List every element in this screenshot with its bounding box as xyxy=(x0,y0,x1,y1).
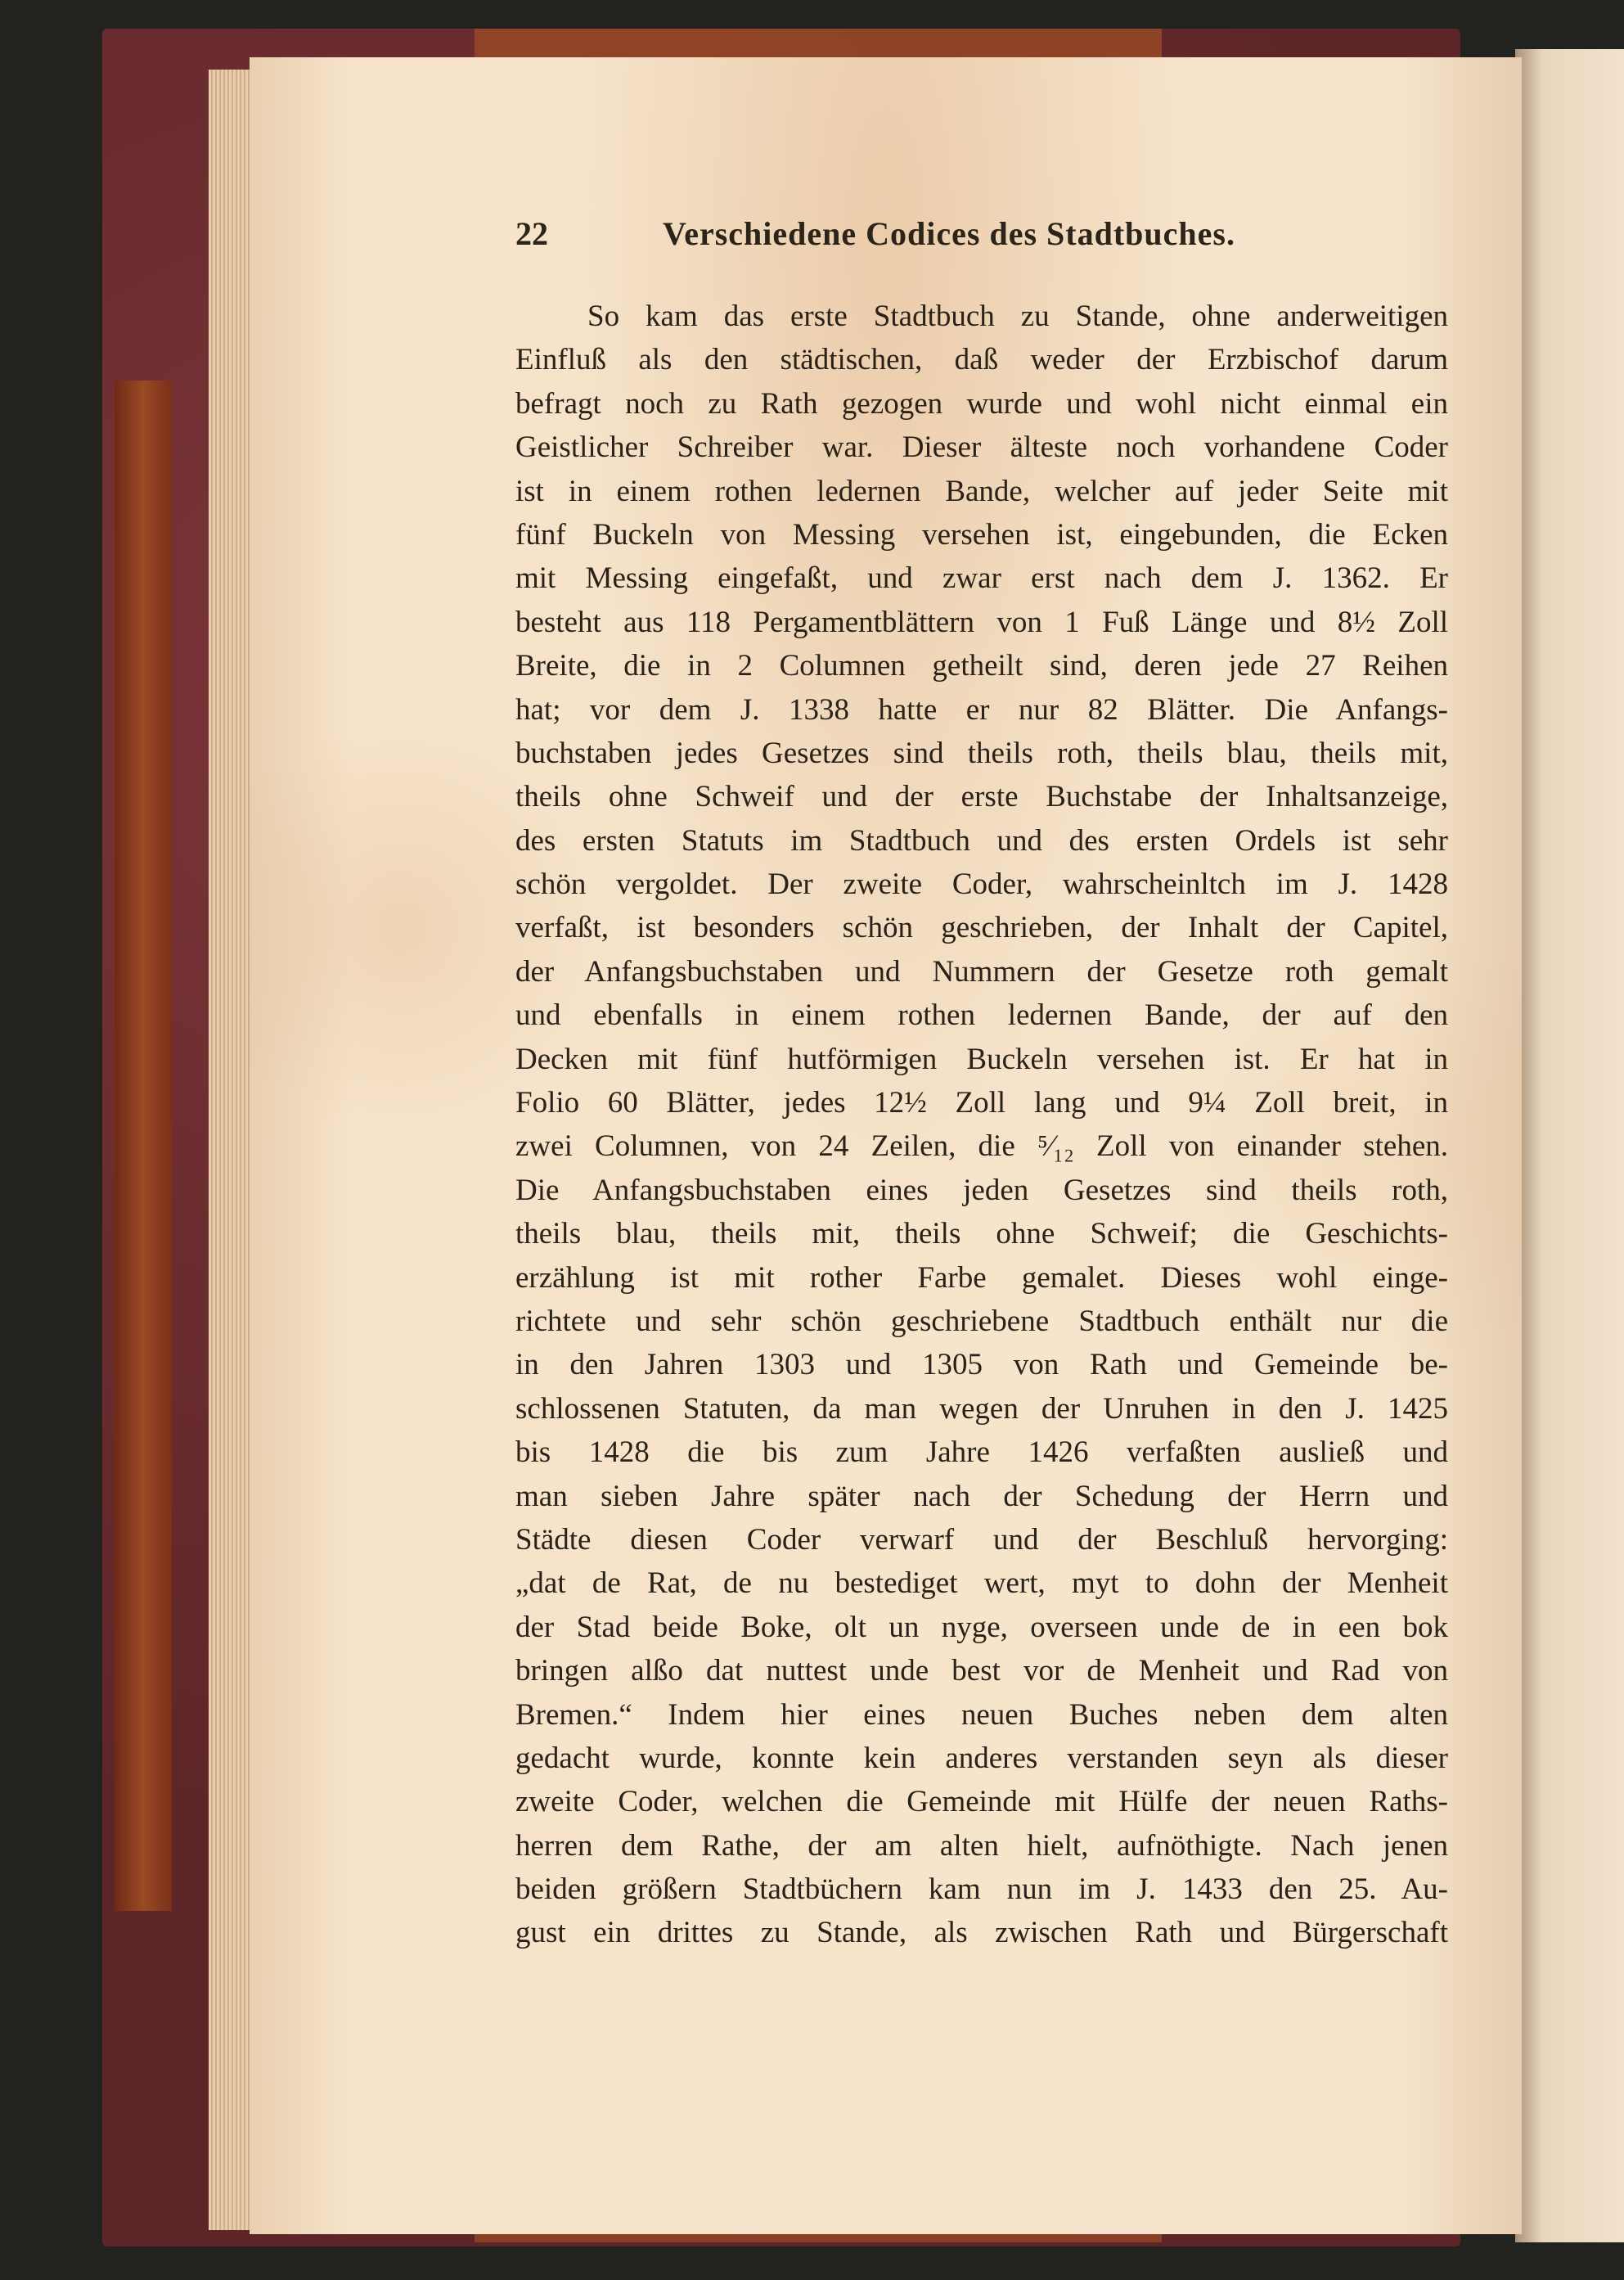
facing-page xyxy=(1515,49,1624,2242)
text-line: Städte diesen Coder verwarf und der Beschluß hervorging: xyxy=(515,1522,1448,1557)
body-text xyxy=(515,295,1448,1955)
text-line: schön vergoldet. Der zweite Coder, wahrscheinltch im J. 1428 xyxy=(515,867,1448,902)
running-title: Verschiedene Codices des Stadtbuches. xyxy=(663,215,1235,252)
text-line: Breite, die in 2 Columnen getheilt sind, deren jede 27 Reihen xyxy=(515,649,1448,683)
text-line: Einfluß als den städtischen, daß weder der Erzbischof darum xyxy=(515,343,1448,377)
text-line: zweite Coder, welchen die Gemeinde mit Hülfe der neuen Raths- xyxy=(515,1785,1448,1819)
text-line: beiden größern Stadtbüchern kam nun im J. 1433 den 25. Au- xyxy=(515,1872,1448,1907)
text-line: ist in einem rothen ledernen Bande, welcher auf jeder Seite mit xyxy=(515,474,1448,508)
text-line: Die Anfangsbuchstaben eines jeden Gesetzes sind theils roth, xyxy=(515,1173,1448,1207)
text-line: und ebenfalls in einem rothen ledernen Bande, der auf den xyxy=(515,998,1448,1033)
text-line: fünf Buckeln von Messing versehen ist, eingebunden, die Ecken xyxy=(515,517,1448,552)
text-line: So kam das erste Stadtbuch zu Stande, ohne anderweitigen xyxy=(587,300,1448,333)
text-line: besteht aus 118 Pergamentblättern von 1 Fuß Länge und 8½ Zoll xyxy=(515,605,1448,639)
text-line: theils ohne Schweif und der erste Buchstabe der Inhaltsanzeige, xyxy=(515,780,1448,814)
leather-spine-strip xyxy=(115,381,172,1911)
text-line: in den Jahren 1303 und 1305 von Rath und Gemeinde be- xyxy=(515,1348,1448,1382)
text-line: man sieben Jahre später nach der Schedung der Herrn und xyxy=(515,1479,1448,1513)
text-line: Folio 60 Blätter, jedes 12½ Zoll lang und 9¼ Zoll breit, in xyxy=(515,1086,1448,1120)
text-line: gust ein drittes zu Stande, als zwischen Rath und Bürgerschaft xyxy=(515,1916,1448,1950)
text-line: gedacht wurde, konnte kein anderes verstanden seyn als dieser xyxy=(515,1741,1448,1775)
text-line: erzählung ist mit rother Farbe gemalet. Dieses wohl einge- xyxy=(515,1260,1448,1295)
text-line: des ersten Statuts im Stadtbuch und des ersten Ordels ist sehr xyxy=(515,823,1448,858)
running-header xyxy=(515,214,1448,264)
text-line: hat; vor dem J. 1338 hatte er nur 82 Blätter. Die Anfangs- xyxy=(515,692,1448,727)
text-line: zwei Columnen, von 24 Zeilen, die ⁵⁄₁₂ Zoll von einander stehen. xyxy=(515,1129,1448,1164)
text-line: „dat de Rat, de nu bestediget wert, myt to dohn der Menheit xyxy=(515,1566,1448,1601)
page-number: 22 xyxy=(515,215,548,252)
text-line: buchstaben jedes Gesetzes sind theils roth, theils blau, theils mit, xyxy=(515,736,1448,770)
text-line: der Anfangsbuchstaben und Nummern der Gesetze roth gemalt xyxy=(515,954,1448,989)
text-line: bringen alßo dat nuttest unde best vor de Menheit und Rad von xyxy=(515,1654,1448,1688)
text-line: bis 1428 die bis zum Jahre 1426 verfaßten ausließ und xyxy=(515,1435,1448,1470)
text-line: mit Messing eingefaßt, und zwar erst nach dem J. 1362. Er xyxy=(515,561,1448,596)
text-line: befragt noch zu Rath gezogen wurde und wohl nicht einmal ein xyxy=(515,386,1448,421)
text-line: Geistlicher Schreiber war. Dieser älteste noch vorhandene Coder xyxy=(515,430,1448,465)
text-line: richtete und sehr schön geschriebene Stadtbuch enthält nur die xyxy=(515,1304,1448,1338)
text-line: theils blau, theils mit, theils ohne Schweif; die Geschichts- xyxy=(515,1217,1448,1251)
text-line: herren dem Rathe, der am alten hielt, aufnöthigte. Nach jenen xyxy=(515,1828,1448,1863)
text-line: Decken mit fünf hutförmigen Buckeln versehen ist. Er hat in xyxy=(515,1042,1448,1076)
text-line: Bremen.“ Indem hier eines neuen Buches neben dem alten xyxy=(515,1697,1448,1732)
text-line: der Stad beide Boke, olt un nyge, overseen unde de in een bok xyxy=(515,1610,1448,1644)
text-line: verfaßt, ist besonders schön geschrieben, der Inhalt der Capitel, xyxy=(515,911,1448,945)
text-line: schlossenen Statuten, da man wegen der Unruhen in den J. 1425 xyxy=(515,1391,1448,1426)
